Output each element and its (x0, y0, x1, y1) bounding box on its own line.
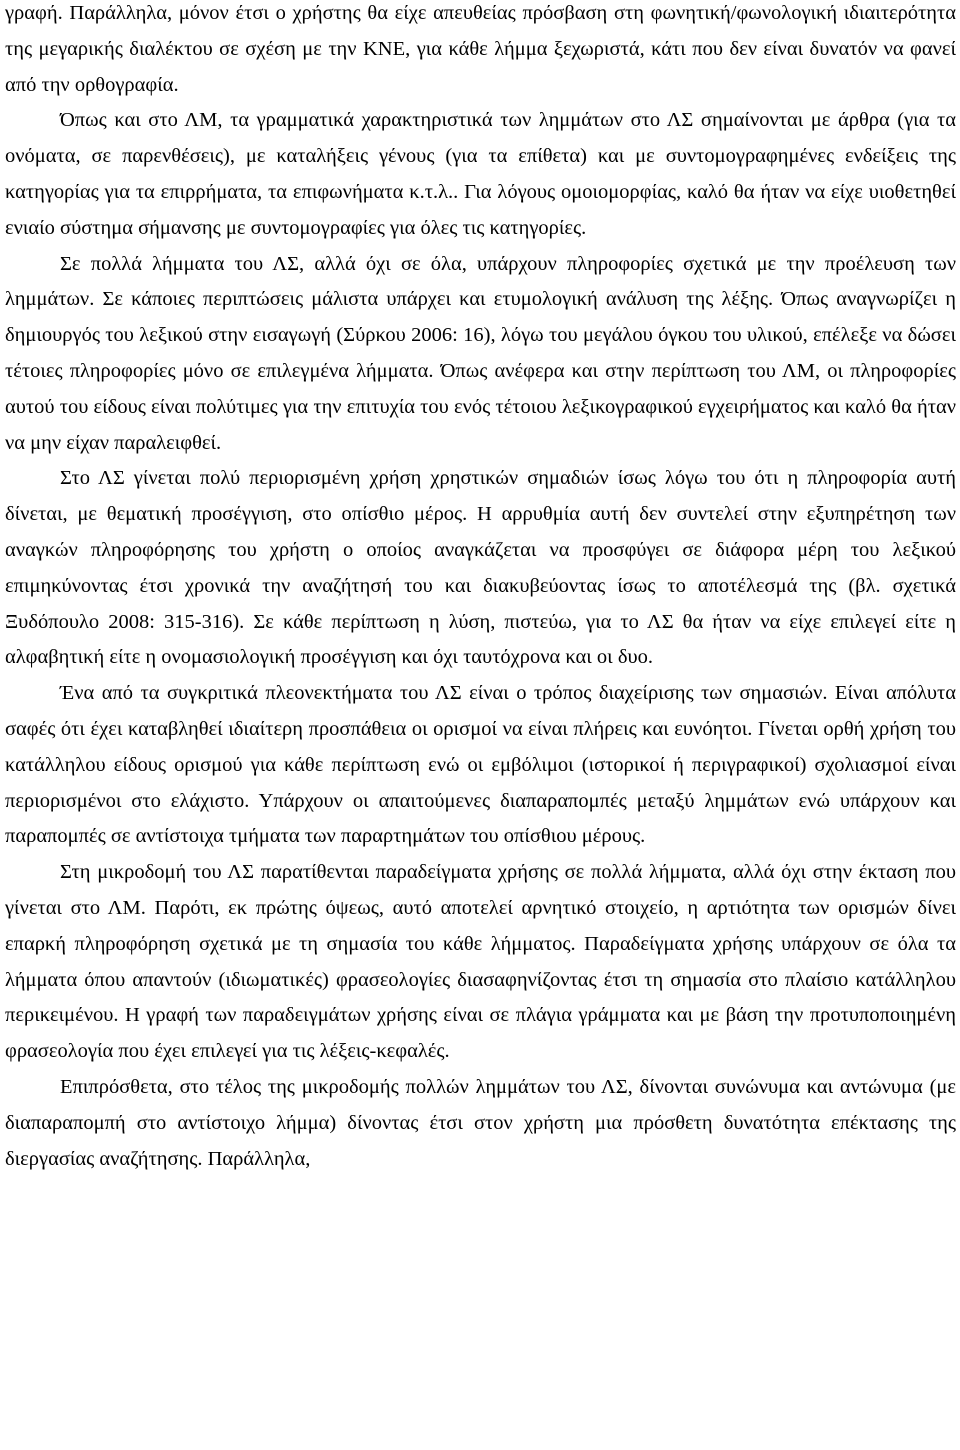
paragraph-4: Στο ΛΣ γίνεται πολύ περιορισμένη χρήση χρηστικών σημαδιών ίσως λόγω του ότι η πληροφορία αυτή δίνεται, με θεματική προσέγγιση, στο οπίσθιο μέρος. Η αρρυθμία αυτή δεν συντελεί στην εξυπηρέτηση των αναγκών πληροφόρησης του χρήστη ο οποίος αναγκάζεται να προσφύγει σε διάφορα μέρη του λεξικού επιμηκύνοντας έτσι χρονικά την αναζήτησή του και διακυβεύοντας ίσως το αποτέλεσμά της (βλ. σχετικά Ξυδόπουλο 2008: 315-316). Σε κάθε περίπτωση η λύση, πιστεύω, για το ΛΣ θα ήταν να είχε επιλεγεί είτε η αλφαβητική είτε η ονομασιολογική προσέγγιση και όχι ταυτόχρονα και οι δυο. (5, 467, 956, 669)
document-page (5, 0, 956, 1177)
paragraph-5: Ένα από τα συγκριτικά πλεονεκτήματα του ΛΣ είναι ο τρόπος διαχείρισης των σημασιών. Είναι απόλυτα σαφές ότι έχει καταβληθεί ιδιαίτερη προσπάθεια οι ορισμοί να είναι πλήρεις και ευνόητοι. Γίνεται ορθή χρήση του κατάλληλου είδους ορισμού για κάθε περίπτωση ενώ οι εμβόλιμοι (ιστορικοί ή περιγραφικοί) σχολιασμοί είναι περιορισμένοι στο ελάχιστο. Υπάρχουν οι απαιτούμενες διαπαραπομπές μεταξύ λημμάτων ενώ υπάρχουν και παραπομπές σε αντίστοιχα τμήματα των παραρτημάτων του οπίσθιου μέρους. (5, 682, 956, 848)
paragraph-7: Επιπρόσθετα, στο τέλος της μικροδομής πολλών λημμάτων του ΛΣ, δίνονται συνώνυμα και αντώνυμα (με διαπαραπομπή στο αντίστοιχο λήμμα) δίνοντας έτσι στον χρήστη μια πρόσθετη δυνατότητα επέκτασης της διεργασίας αναζήτησης. Παράλληλα, (5, 1075, 956, 1170)
paragraph-6: Στη μικροδομή του ΛΣ παρατίθενται παραδείγματα χρήσης σε πολλά λήμματα, αλλά όχι στην έκταση που γίνεται στο ΛΜ. Παρότι, εκ πρώτης όψεως, αυτό αποτελεί αρνητικό στοιχείο, η αρτιότητα των ορισμών δίνει επαρκή πληροφόρηση σχετικά με τη σημασία του κάθε λήμματος. Παραδείγματα χρήσης υπάρχουν σε όλα τα λήμματα όπου απαντούν (ιδιωματικές) φρασεολογίες διασαφηνίζοντας έτσι τη σημασία στο πλαίσιο κατάλληλου περικειμένου. Η γραφή των παραδειγμάτων χρήσης είναι σε πλάγια γράμματα και με βάση την προτυποποιημένη φρασεολογία που έχει επιλεγεί για τις λέξεις-κεφαλές. (5, 861, 956, 1063)
paragraph-1: γραφή. Παράλληλα, μόνον έτσι ο χρήστης θα είχε απευθείας πρόσβαση στη φωνητική/φωνολογική ιδιαιτερότητα της μεγαρικής διαλέκτου σε σχέση με την ΚΝΕ, για κάθε λήμμα ξεχωριστά, κάτι που δεν είναι δυνατόν να φανεί από την ορθογραφία. (5, 2, 956, 96)
paragraph-2: Όπως και στο ΛΜ, τα γραμματικά χαρακτηριστικά των λημμάτων στο ΛΣ σημαίνονται με άρθρα (για τα ονόματα, σε παρενθέσεις), με καταλήξεις γένους (για τα επίθετα) και με συντομογραφημένες ενδείξεις της κατηγορίας για τα επιρρήματα, τα επιφωνήματα κ.τ.λ.. Για λόγους ομοιομορφίας, καλό θα ήταν να είχε υιοθετηθεί ενιαίο σύστημα σήμανσης με συντομογραφίες για όλες τις κατηγορίες. (5, 109, 956, 239)
paragraph-3: Σε πολλά λήμματα του ΛΣ, αλλά όχι σε όλα, υπάρχουν πληροφορίες σχετικά με την προέλευση των λημμάτων. Σε κάποιες περιπτώσεις μάλιστα υπάρχει και ετυμολογική ανάλυση της λέξης. Όπως αναγνωρίζει η δημιουργός του λεξικού στην εισαγωγή (Σύρκου 2006: 16), λόγω του μεγάλου όγκου του υλικού, επέλεξε να δώσει τέτοιες πληροφορίες μόνο σε επιλεγμένα λήμματα. Όπως ανέφερα και στην περίπτωση του ΛΜ, οι πληροφορίες αυτού του είδους είναι πολύτιμες για την επιτυχία του ενός τέτοιου λεξικογραφικού εγχειρήματος και καλό θα ήταν να μην είχαν παραλειφθεί. (5, 252, 956, 454)
